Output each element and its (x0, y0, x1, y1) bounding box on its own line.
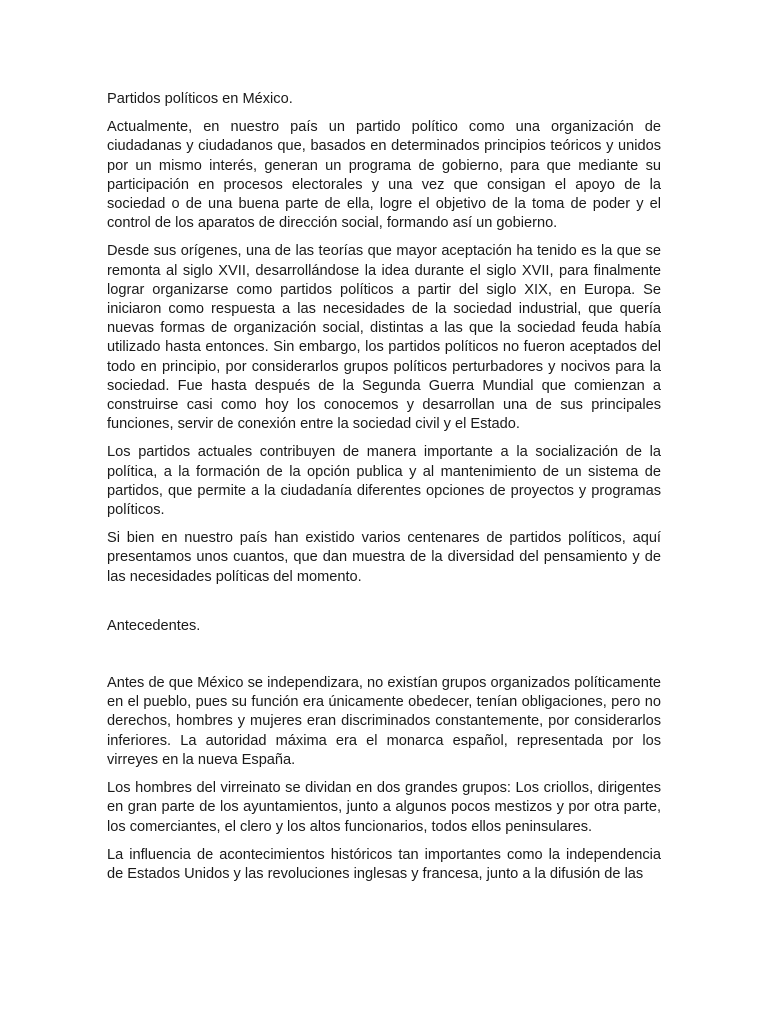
document-title: Partidos políticos en México. (107, 91, 293, 107)
paragraph-diversity: Si bien en nuestro país han existido varios centenares de partidos políticos, aquí presentamos unos cuantos, que dan muestra de la diversidad del pensamiento y de las necesidades políticas del momento. (107, 530, 661, 585)
document-page (107, 90, 661, 893)
paragraph-current-parties: Los partidos actuales contribuyen de manera importante a la socialización de la política, a la formación de la opción publica y al mantenimiento de un sistema de partidos, que permite a la ciudadanía diferentes opciones de proyectos y programas políticos. (107, 444, 661, 519)
section-heading: Antecedentes. (107, 617, 201, 634)
paragraph-definition: Actualmente, en nuestro país un partido político como una organización de ciudadanas y ciudadanos que, basados en determinados principios teóricos y unidos por un mismo interés, generan un programa de gobierno, para que mediante su participación en procesos electorales y una vez que consigan el apoyo de la sociedad o de una buena parte de ella, logre el objetivo de la toma de poder y el control de los aparatos de dirección social, formando así un gobierno. (107, 119, 661, 232)
paragraph-before-independence: Antes de que México se independizara, no existían grupos organizados políticamente en el pueblo, pues su función era únicamente obedecer, tenían obligaciones, pero no derechos, hombres y mujeres eran discriminados constantemente, por considerarlos inferiores. La autoridad máxima era el monarca español, representada por los virreyes en la nueva España. (107, 675, 661, 768)
paragraph-origins: Desde sus orígenes, una de las teorías que mayor aceptación ha tenido es la que se remonta al siglo XVII, desarrollándose la idea durante el siglo XVII, para finalmente lograr organizarse como partidos políticos a partir del siglo XIX, en Europa. Se iniciaron como respuesta a las necesidades de la sociedad industrial, que quería nuevas formas de organización social, distintas a las que la sociedad feuda había utilizado hasta entonces. Sin embargo, los partidos políticos no fueron aceptados del todo en principio, por considerarlos grupos políticos perturbadores y nocivos para la sociedad. Fue hasta después de la Segunda Guerra Mundial que comienzan a construirse casi como hoy los conocemos y desarrollan una de sus principales funciones, servir de conexión entre la sociedad civil y el Estado. (107, 243, 661, 433)
paragraph-viceroyalty-groups: Los hombres del virreinato se dividan en dos grandes grupos: Los criollos, dirigentes en gran parte de los ayuntamientos, junto a algunos pocos mestizos y por otra parte, los comerciantes, el clero y los altos funcionarios, todos ellos peninsulares. (107, 780, 661, 835)
paragraph-historical-influence: La influencia de acontecimientos históricos tan importantes como la independencia de Estados Unidos y las revoluciones inglesas y francesa, junto a la difusión de las (107, 846, 661, 882)
